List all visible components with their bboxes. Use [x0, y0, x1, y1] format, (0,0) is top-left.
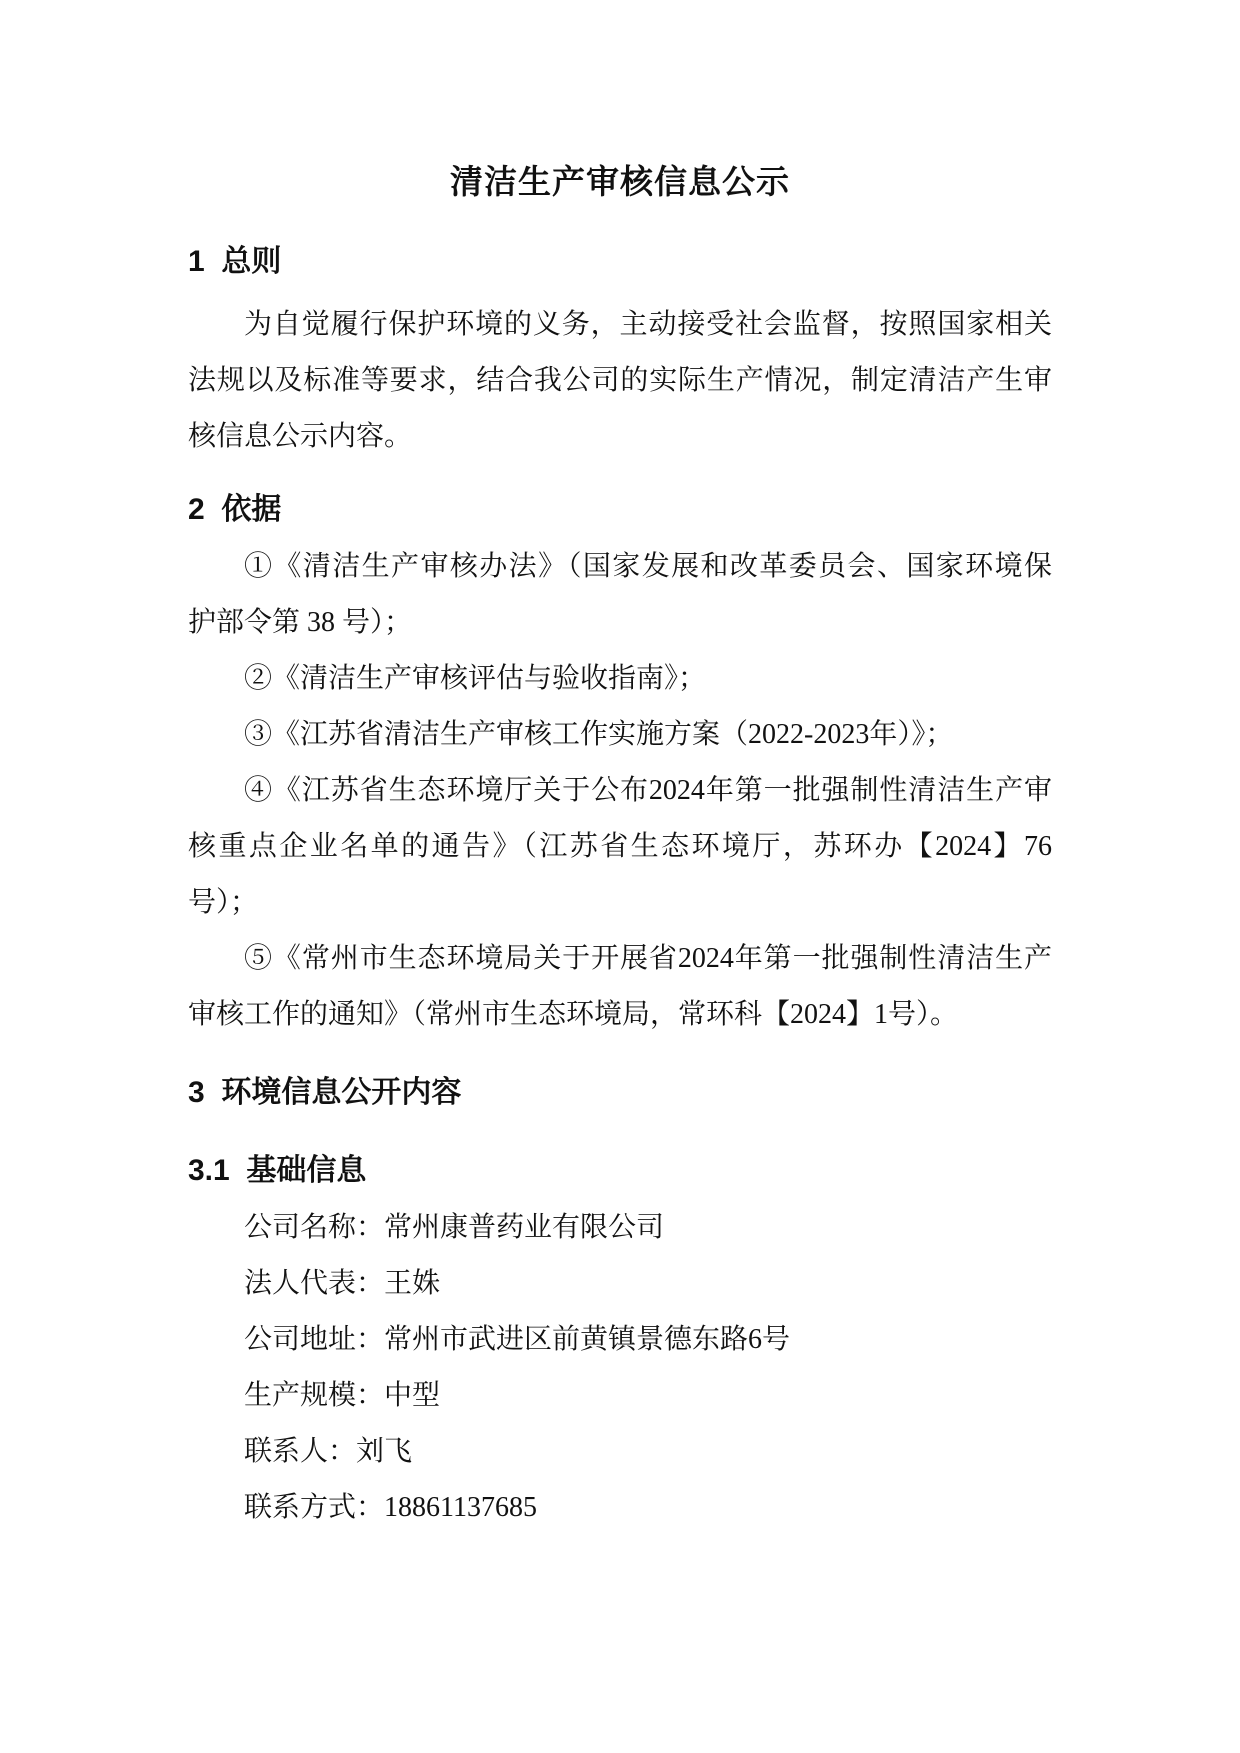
document-title: 清洁生产审核信息公示 [450, 163, 790, 200]
company-name-line: 公司名称：常州康普药业有限公司 [244, 1212, 665, 1243]
text-line: ④《江苏省生态环境厅关于公布2024年第一批强制性清洁生产审 [244, 775, 1052, 806]
text-line: 号）； [188, 887, 259, 918]
section-2-heading: 2 依据 [188, 493, 282, 526]
text-line: 护部令第 38 号）； [188, 607, 413, 638]
text-line: 法规以及标准等要求，结合我公司的实际生产情况，制定清洁产生审 [188, 365, 1052, 396]
text-line: ⑤《常州市生态环境局关于开展省2024年第一批强制性清洁生产 [244, 943, 1052, 974]
section-3-1-body [188, 1200, 1052, 1536]
contact-person-line: 联系人：刘飞 [244, 1436, 413, 1467]
production-scale-line: 生产规模：中型 [244, 1380, 441, 1411]
section-3-1-heading: 3.1 基础信息 [188, 1154, 367, 1187]
section-2-body [188, 539, 1052, 1043]
legal-representative-line: 法人代表：王姝 [244, 1268, 441, 1299]
text-line: ②《清洁生产审核评估与验收指南》； [244, 663, 707, 694]
text-line: 核重点企业名单的通告》（江苏省生态环境厅，苏环办【2024】76 [188, 831, 1052, 862]
section-1-heading: 1 总则 [188, 245, 282, 278]
company-address-line: 公司地址：常州市武进区前黄镇景德东路6号 [244, 1324, 791, 1355]
text-line: 审核工作的通知》（常州市生态环境局，常环科【2024】1号）。 [188, 999, 959, 1030]
text-line: ①《清洁生产审核办法》（国家发展和改革委员会、国家环境保 [244, 551, 1052, 582]
section-1-body [188, 297, 1052, 465]
section-3-heading: 3 环境信息公开内容 [188, 1076, 462, 1109]
text-line: ③《江苏省清洁生产审核工作实施方案（2022-2023年）》； [244, 719, 954, 750]
contact-phone-line: 联系方式：18861137685 [244, 1492, 537, 1523]
text-line: 为自觉履行保护环境的义务，主动接受社会监督，按照国家相关 [244, 309, 1052, 340]
text-line: 核信息公示内容。 [188, 421, 413, 452]
